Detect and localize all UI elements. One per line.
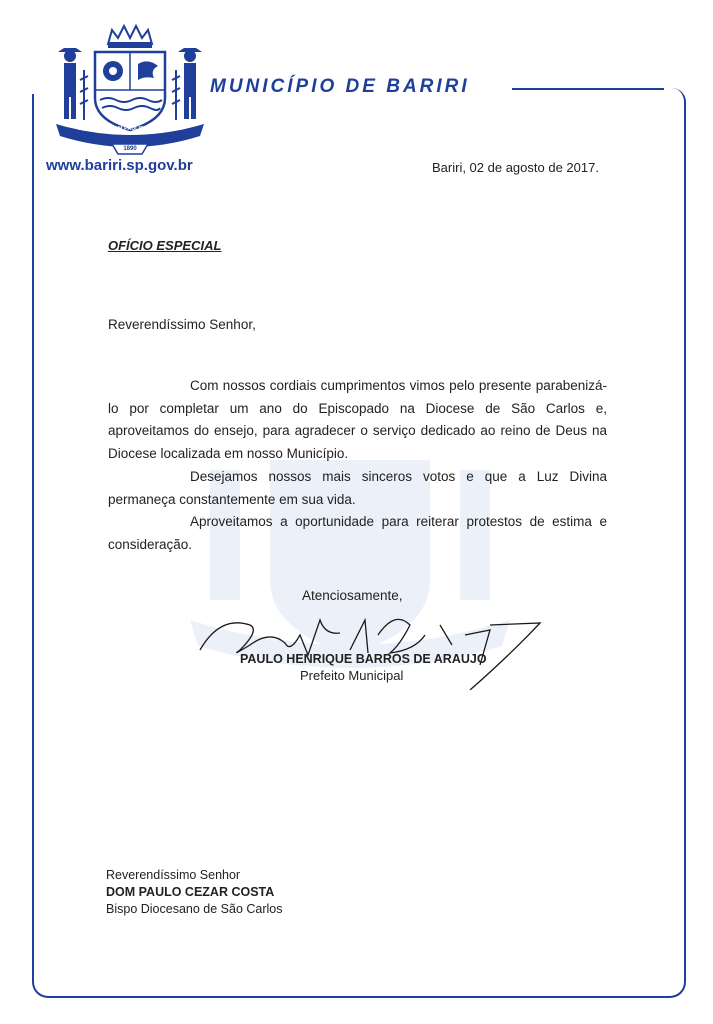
municipal-crest-icon — [50, 20, 210, 160]
signatory-role: Prefeito Municipal — [300, 668, 404, 683]
letter-date: Bariri, 02 de agosto de 2017. — [432, 160, 599, 175]
website-link[interactable]: www.bariri.sp.gov.br — [46, 157, 193, 174]
municipality-title: MUNICÍPIO DE BARIRI — [210, 76, 470, 97]
letter-salutation: Reverendíssimo Senhor, — [108, 317, 256, 332]
recipient-treatment: Reverendíssimo Senhor — [106, 868, 241, 882]
recipient-title: Bispo Diocesano de São Carlos — [106, 902, 283, 916]
letter-subject: OFÍCIO ESPECIAL — [108, 238, 222, 253]
paragraph: Desejamos nossos mais sinceros votos e que a Luz Divina permaneça constantemente em sua vida. — [108, 468, 607, 507]
header-rule — [512, 88, 664, 90]
letter-closing: Atenciosamente, — [302, 588, 403, 603]
paragraph: Aproveitamos a oportunidade para reiterar protestos de estima e consideração. — [108, 514, 607, 552]
paragraph: Com nossos cordiais cumprimentos vimos pelo presente parabenizá-lo por completar um ano do Episcopado na Diocese de São Carlos e, aproveitamos do ensejo, para agradecer o serviço dedicado ao reino de Deus na Diocese localizada em nosso Município. — [108, 378, 607, 462]
recipient-name: DOM PAULO CEZAR COSTA — [106, 885, 275, 899]
recipient-block — [106, 867, 283, 918]
letter-body — [108, 375, 607, 557]
crest-motto: BARIRI TERRAM PAULISTAM DECORAT — [78, 126, 184, 132]
crest-year: 1890 — [123, 146, 137, 152]
signatory-name: PAULO HENRIQUE BARROS DE ARAUJO — [240, 652, 487, 666]
